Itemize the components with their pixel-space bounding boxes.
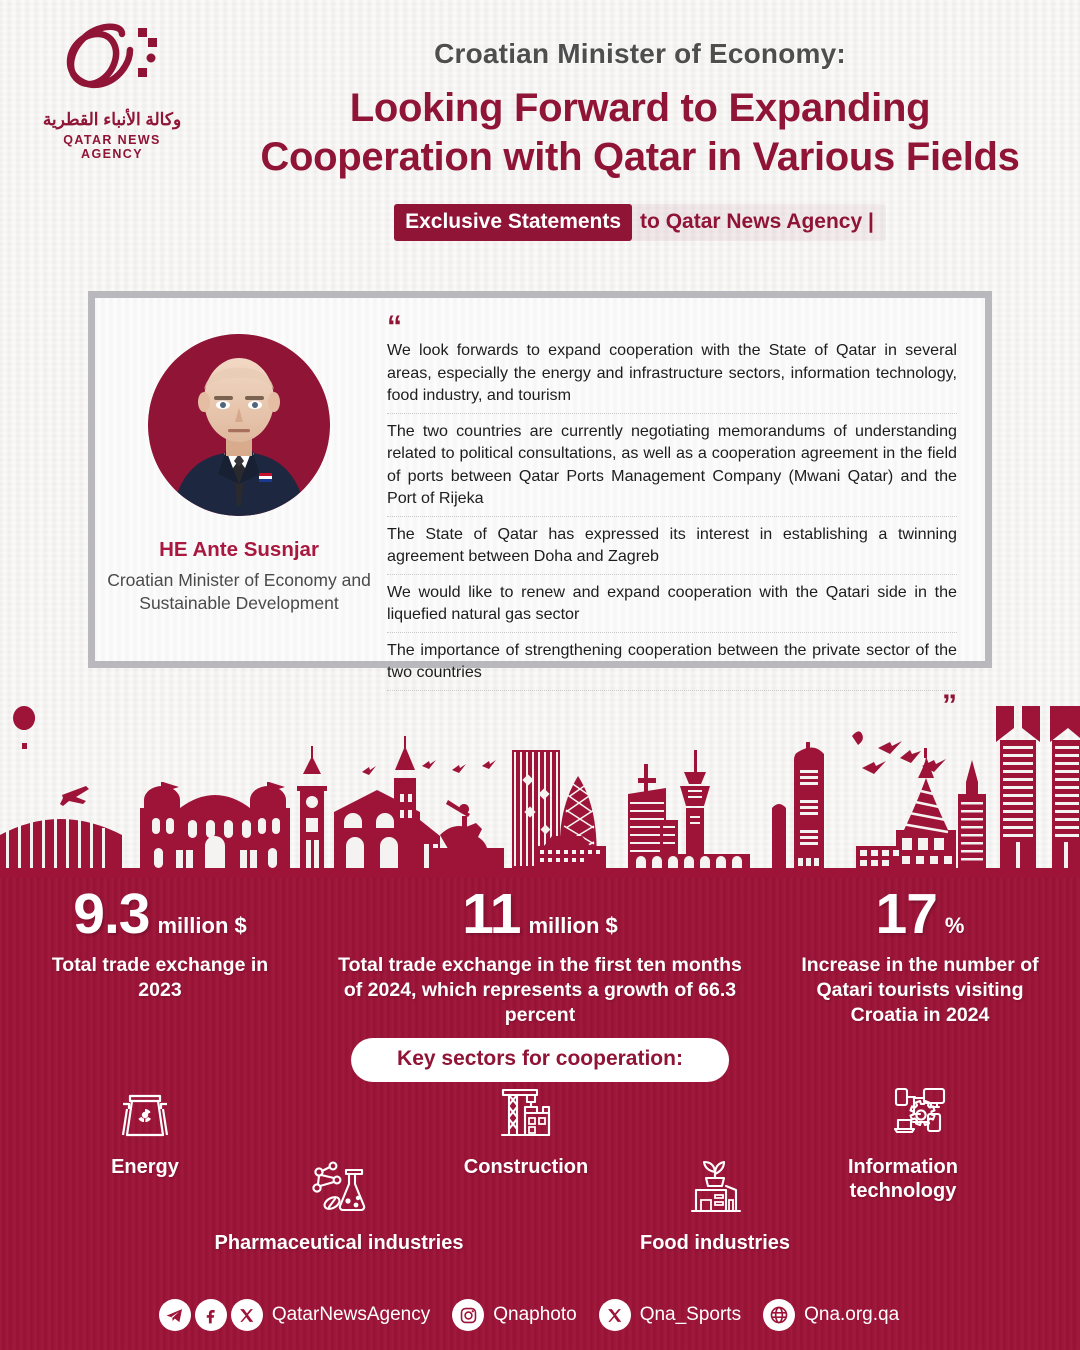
stat-description: Total trade exchange in 2023 bbox=[51, 954, 269, 1001]
stat-value-row bbox=[10, 882, 310, 946]
stat-card bbox=[760, 882, 1080, 1027]
telegram-icon[interactable] bbox=[159, 1299, 191, 1331]
skyline-svg bbox=[0, 690, 1080, 885]
sector-label: Pharmaceutical industries bbox=[214, 1232, 464, 1254]
social-handle: QatarNewsAgency bbox=[271, 1304, 431, 1325]
stats-row bbox=[0, 882, 1080, 1027]
quote-card-inner bbox=[95, 298, 985, 722]
social-account-website[interactable] bbox=[763, 1299, 921, 1331]
sector-label: Energy bbox=[111, 1156, 179, 1178]
stat-unit: % bbox=[944, 913, 965, 938]
sector-information-technology bbox=[828, 1084, 1014, 1203]
quote-open-icon: “ bbox=[387, 310, 402, 343]
ribbon-rest-label: to Qatar News Agency | bbox=[640, 209, 874, 233]
social-account-qnasports[interactable] bbox=[599, 1299, 763, 1331]
minister-portrait-photo bbox=[148, 334, 330, 516]
stat-unit: million $ bbox=[528, 913, 618, 938]
stat-description: Increase in the number of Qatari tourists visiting Croatia in 2024 bbox=[801, 954, 1039, 1026]
instagram-icon[interactable] bbox=[452, 1299, 484, 1331]
social-footer bbox=[0, 1286, 1080, 1344]
exclusive-ribbon-row bbox=[210, 204, 1070, 241]
sector-label: Food industries bbox=[640, 1232, 790, 1254]
zagreb-doha-skyline-illustration bbox=[0, 690, 1080, 885]
quote-close-icon: ” bbox=[942, 688, 957, 722]
facebook-icon[interactable] bbox=[195, 1299, 227, 1331]
x-twitter-icon[interactable] bbox=[231, 1299, 263, 1331]
stat-number: 11 bbox=[462, 882, 521, 946]
quote-item: We look forwards to expand cooperation with the State of Qatar in several areas, especially the energy and infrastructure sectors, information technology, food industry, and tourism bbox=[387, 338, 957, 414]
qna-logo bbox=[32, 22, 192, 167]
page-title-line-2: Cooperation with Qatar in Various Fields bbox=[260, 134, 1020, 179]
header-kicker: Croatian Minister of Economy: bbox=[434, 38, 846, 69]
social-handle: Qna.org.qa bbox=[804, 1304, 900, 1325]
speaker-role: Croatian Minister of Economy and Sustainable Development bbox=[107, 570, 371, 614]
logo-english-name: QATAR NEWS AGENCY bbox=[63, 133, 161, 161]
page-title-line-1: Looking Forward to Expanding bbox=[349, 86, 931, 130]
stat-number: 9.3 bbox=[73, 882, 150, 946]
quote-list bbox=[383, 298, 985, 722]
pharmaceutical-flask-molecule-icon bbox=[308, 1160, 370, 1218]
speaker-name: HE Ante Susnjar bbox=[159, 538, 319, 561]
globe-website-icon[interactable] bbox=[763, 1299, 795, 1331]
information-technology-devices-gear-icon bbox=[890, 1084, 952, 1142]
social-handle: Qnaphoto bbox=[493, 1304, 577, 1325]
stat-value-row bbox=[770, 882, 1070, 946]
social-handle: Qna_Sports bbox=[639, 1304, 742, 1325]
quote-item: The two countries are currently negotiating memorandums of understanding related to political consultations, as well as a cooperation agreement in the field of ports between Qatar Ports Management Company (Mwani Qatar) and the Port of Rijeka bbox=[387, 414, 957, 517]
speaker-block bbox=[95, 298, 383, 661]
quote-item: The State of Qatar has expressed its interest in establishing a twinning agreement between Doha and Zagreb bbox=[387, 517, 957, 575]
stat-number: 17 bbox=[875, 882, 937, 946]
stat-card bbox=[320, 882, 760, 1027]
ribbon-highlight-label: Exclusive Statements bbox=[394, 204, 632, 241]
quote-item: The importance of strengthening cooperation between the private sector of the two countries bbox=[387, 633, 957, 691]
sector-label: Information technology bbox=[848, 1156, 958, 1202]
stats-panel bbox=[0, 878, 1080, 1350]
social-account-qatarnewsagency[interactable] bbox=[159, 1299, 452, 1331]
sector-label: Construction bbox=[463, 1156, 589, 1178]
social-account-qnaphoto[interactable] bbox=[452, 1299, 598, 1331]
stat-description: Total trade exchange in the first ten months of 2024, which represents a growth of 66.3 percent bbox=[338, 954, 742, 1026]
x-twitter-icon[interactable] bbox=[599, 1299, 631, 1331]
qna-infinity-logo-icon bbox=[52, 22, 172, 108]
portrait-illustration bbox=[148, 334, 330, 516]
avatar bbox=[148, 334, 330, 516]
quote-card bbox=[88, 291, 992, 722]
quote-item: We would like to renew and expand cooperation with the Qatari side in the liquefied natural gas sector bbox=[387, 575, 957, 633]
stat-card bbox=[0, 882, 320, 1027]
header bbox=[210, 38, 1070, 241]
sector-construction bbox=[420, 1084, 632, 1179]
key-sectors-pill: Key sectors for cooperation: bbox=[351, 1038, 729, 1082]
food-factory-plant-icon bbox=[684, 1160, 746, 1218]
stat-unit: million $ bbox=[157, 913, 247, 938]
sectors-row bbox=[0, 1084, 1080, 1264]
energy-power-plant-icon bbox=[114, 1084, 176, 1142]
sector-food bbox=[612, 1160, 818, 1255]
exclusive-ribbon bbox=[394, 204, 886, 241]
stat-value-row bbox=[330, 882, 750, 946]
page-title bbox=[210, 84, 1070, 182]
construction-crane-icon bbox=[495, 1084, 557, 1142]
logo-arabic-name: وكالة الأنباء القطرية bbox=[42, 110, 182, 129]
